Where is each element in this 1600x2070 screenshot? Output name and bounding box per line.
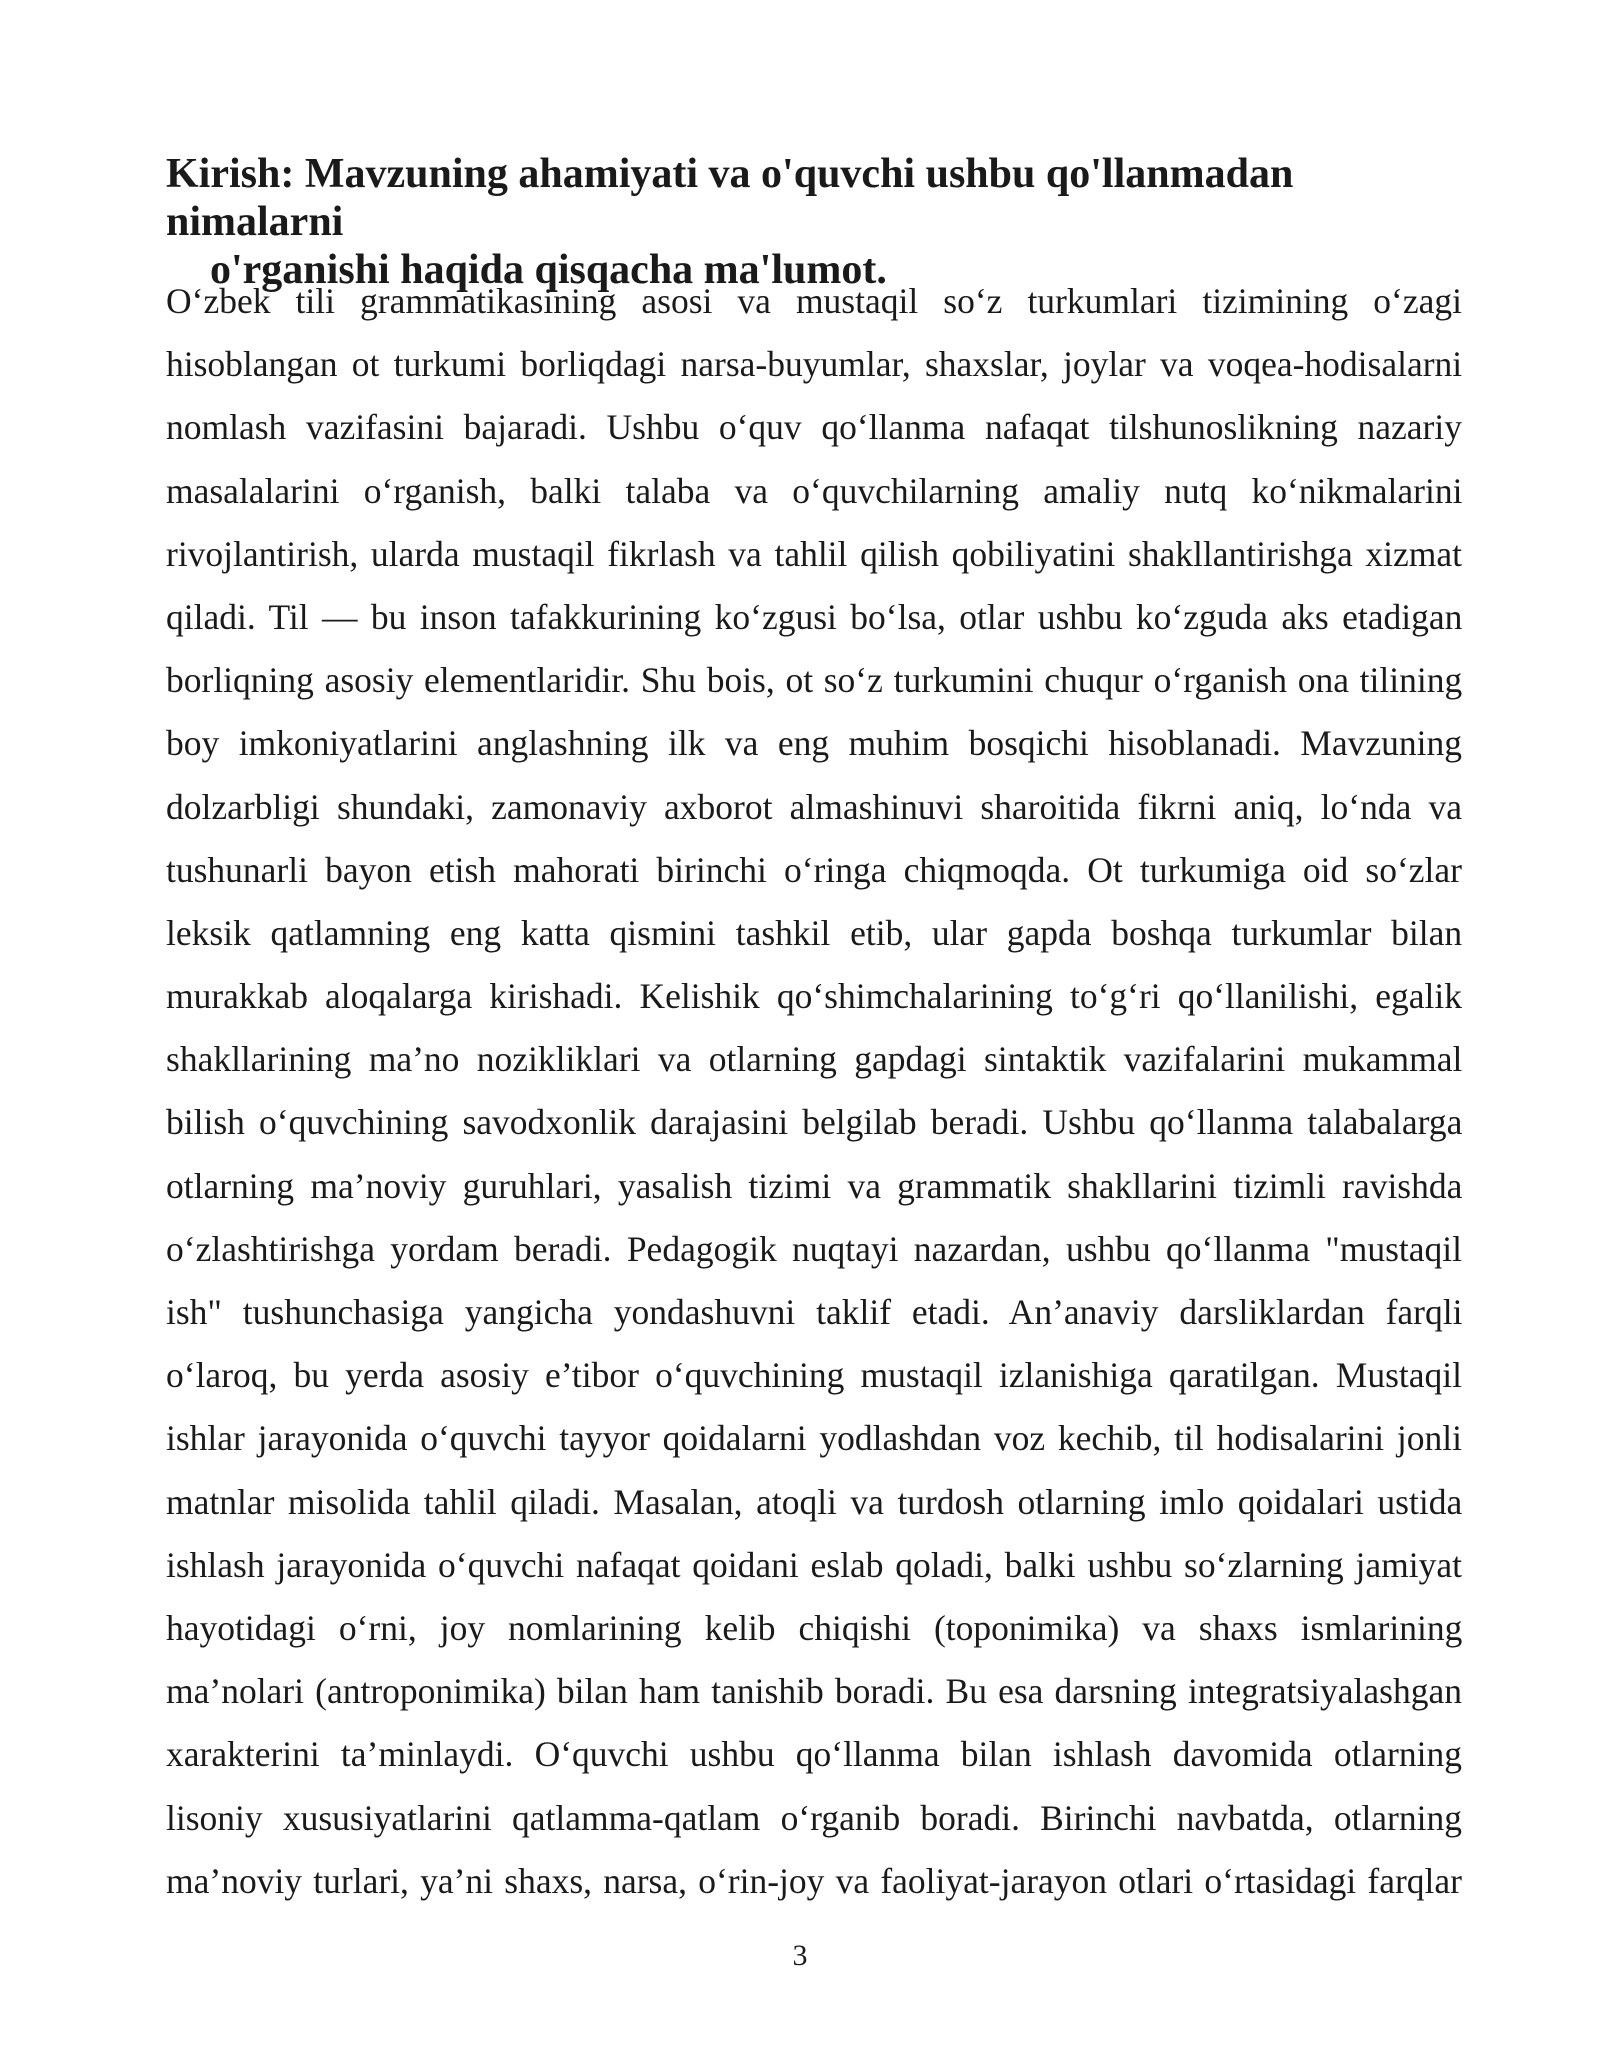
body-line: ish" tushunchasiga yangicha yondashuvni taklif etadi. An’anaviy darsliklardan farqli (166, 1292, 1463, 1332)
body-line: ishlash jarayonida o‘quvchi nafaqat qoidani eslab qoladi, balki ushbu so‘zlarning jamiyat (166, 1544, 1462, 1585)
body-line: boy imkoniyatlarini anglashning ilk va eng muhim bosqichi hisoblanadi. Mavzuning (166, 723, 1462, 764)
heading-text-line1: Mavzuning ahamiyati va o'quvchi ushbu qo'llanmadan nimalarni (166, 151, 1294, 245)
body-line: bilish o‘quvchining savodxonlik darajasini belgilab beradi. Ushbu qo‘llanma talabalarga (166, 1102, 1463, 1143)
body-line: nomlash vazifasini bajaradi. Ushbu o‘quv qo‘llanma nafaqat tilshunoslikning nazariy (166, 407, 1462, 448)
page-number: 3 (792, 1939, 808, 1972)
body-line: o‘laroq, bu yerda asosiy e’tibor o‘quvchining mustaqil izlanishiga qaratilgan. Mustaqil (166, 1355, 1462, 1396)
body-line: qiladi. Til — bu inson tafakkurining ko‘zgusi bo‘lsa, otlar ushbu ko‘zguda aks etadigan (166, 596, 1463, 637)
body-line: otlarning ma’noviy guruhlari, yasalish tizimi va grammatik shakllarini tizimli ravishda (166, 1165, 1463, 1206)
body-line: leksik qatlamning eng katta qismini tashkil etib, ular gapda boshqa turkumlar bilan (166, 912, 1463, 953)
body-line: tushunarli bayon etish mahorati birinchi o‘ringa chiqmoqda. Ot turkumiga oid so‘zlar (166, 849, 1462, 890)
body-line: masalalarini o‘rganish, balki talaba va o‘quvchilarning amaliy nutq ko‘nikmalarini (166, 470, 1463, 511)
body-line: shakllarining ma’no nozikliklari va otlarning gapdagi sintaktik vazifalarini mukammal (166, 1039, 1463, 1080)
body-line: ma’noviy turlari, ya’ni shaxs, narsa, o‘rin-joy va faoliyat-jarayon otlari o‘rtasidagi farqlar (166, 1860, 1462, 1901)
body-line: ma’nolari (antroponimika) bilan ham tanishib boradi. Bu esa darsning integratsiyalashgan (166, 1671, 1462, 1712)
body-paragraph (166, 270, 1462, 1913)
body-line: hayotidagi o‘rni, joy nomlarining kelib chiqishi (toponimika) va shaxs ismlarining (166, 1607, 1463, 1648)
body-line: hisoblangan ot turkumi borliqdagi narsa-buyumlar, shaxslar, joylar va voqea-hodisalarni (166, 344, 1463, 385)
heading-text-line2: o'rganishi haqida qisqacha ma'lumot. (210, 247, 887, 293)
body-line: xarakterini ta’minlaydi. O‘quvchi ushbu qo‘llanma bilan ishlash davomida otlarning (166, 1734, 1462, 1775)
body-line: o‘zlashtirishga yordam beradi. Pedagogik nuqtayi nazardan, ushbu qo‘llanma "mustaqil (166, 1228, 1462, 1269)
body-line: O‘zbek tili grammatikasining asosi va mustaqil so‘z turkumlari tizimining o‘zagi (166, 281, 1462, 321)
body-line: dolzarbligi shundaki, zamonaviy axborot almashinuvi sharoitida fikrni aniq, lo‘nda va (166, 786, 1462, 827)
body-line: borliqning asosiy elementlaridir. Shu bois, ot so‘z turkumini chuqur o‘rganish ona tilining (166, 660, 1463, 701)
body-line: matnlar misolida tahlil qiladi. Masalan, atoqli va turdosh otlarning imlo qoidalari ustida (166, 1481, 1463, 1522)
body-line: lisoniy xususiyatlarini qatlamma-qatlam o‘rganib boradi. Birinchi navbatda, otlarning (166, 1797, 1462, 1838)
heading-label: Kirish: (166, 151, 295, 197)
body-line: ishlar jarayonida o‘quvchi tayyor qoidalarni yodlashdan voz kechib, til hodisalarini jonli (166, 1418, 1462, 1459)
body-line: rivojlantirish, ularda mustaqil fikrlash va tahlil qilish qobiliyatini shakllantirishga xizmat (166, 533, 1463, 574)
body-line: murakkab aloqalarga kirishadi. Kelishik qo‘shimchalarining to‘g‘ri qo‘llanilishi, egalik (166, 976, 1462, 1017)
